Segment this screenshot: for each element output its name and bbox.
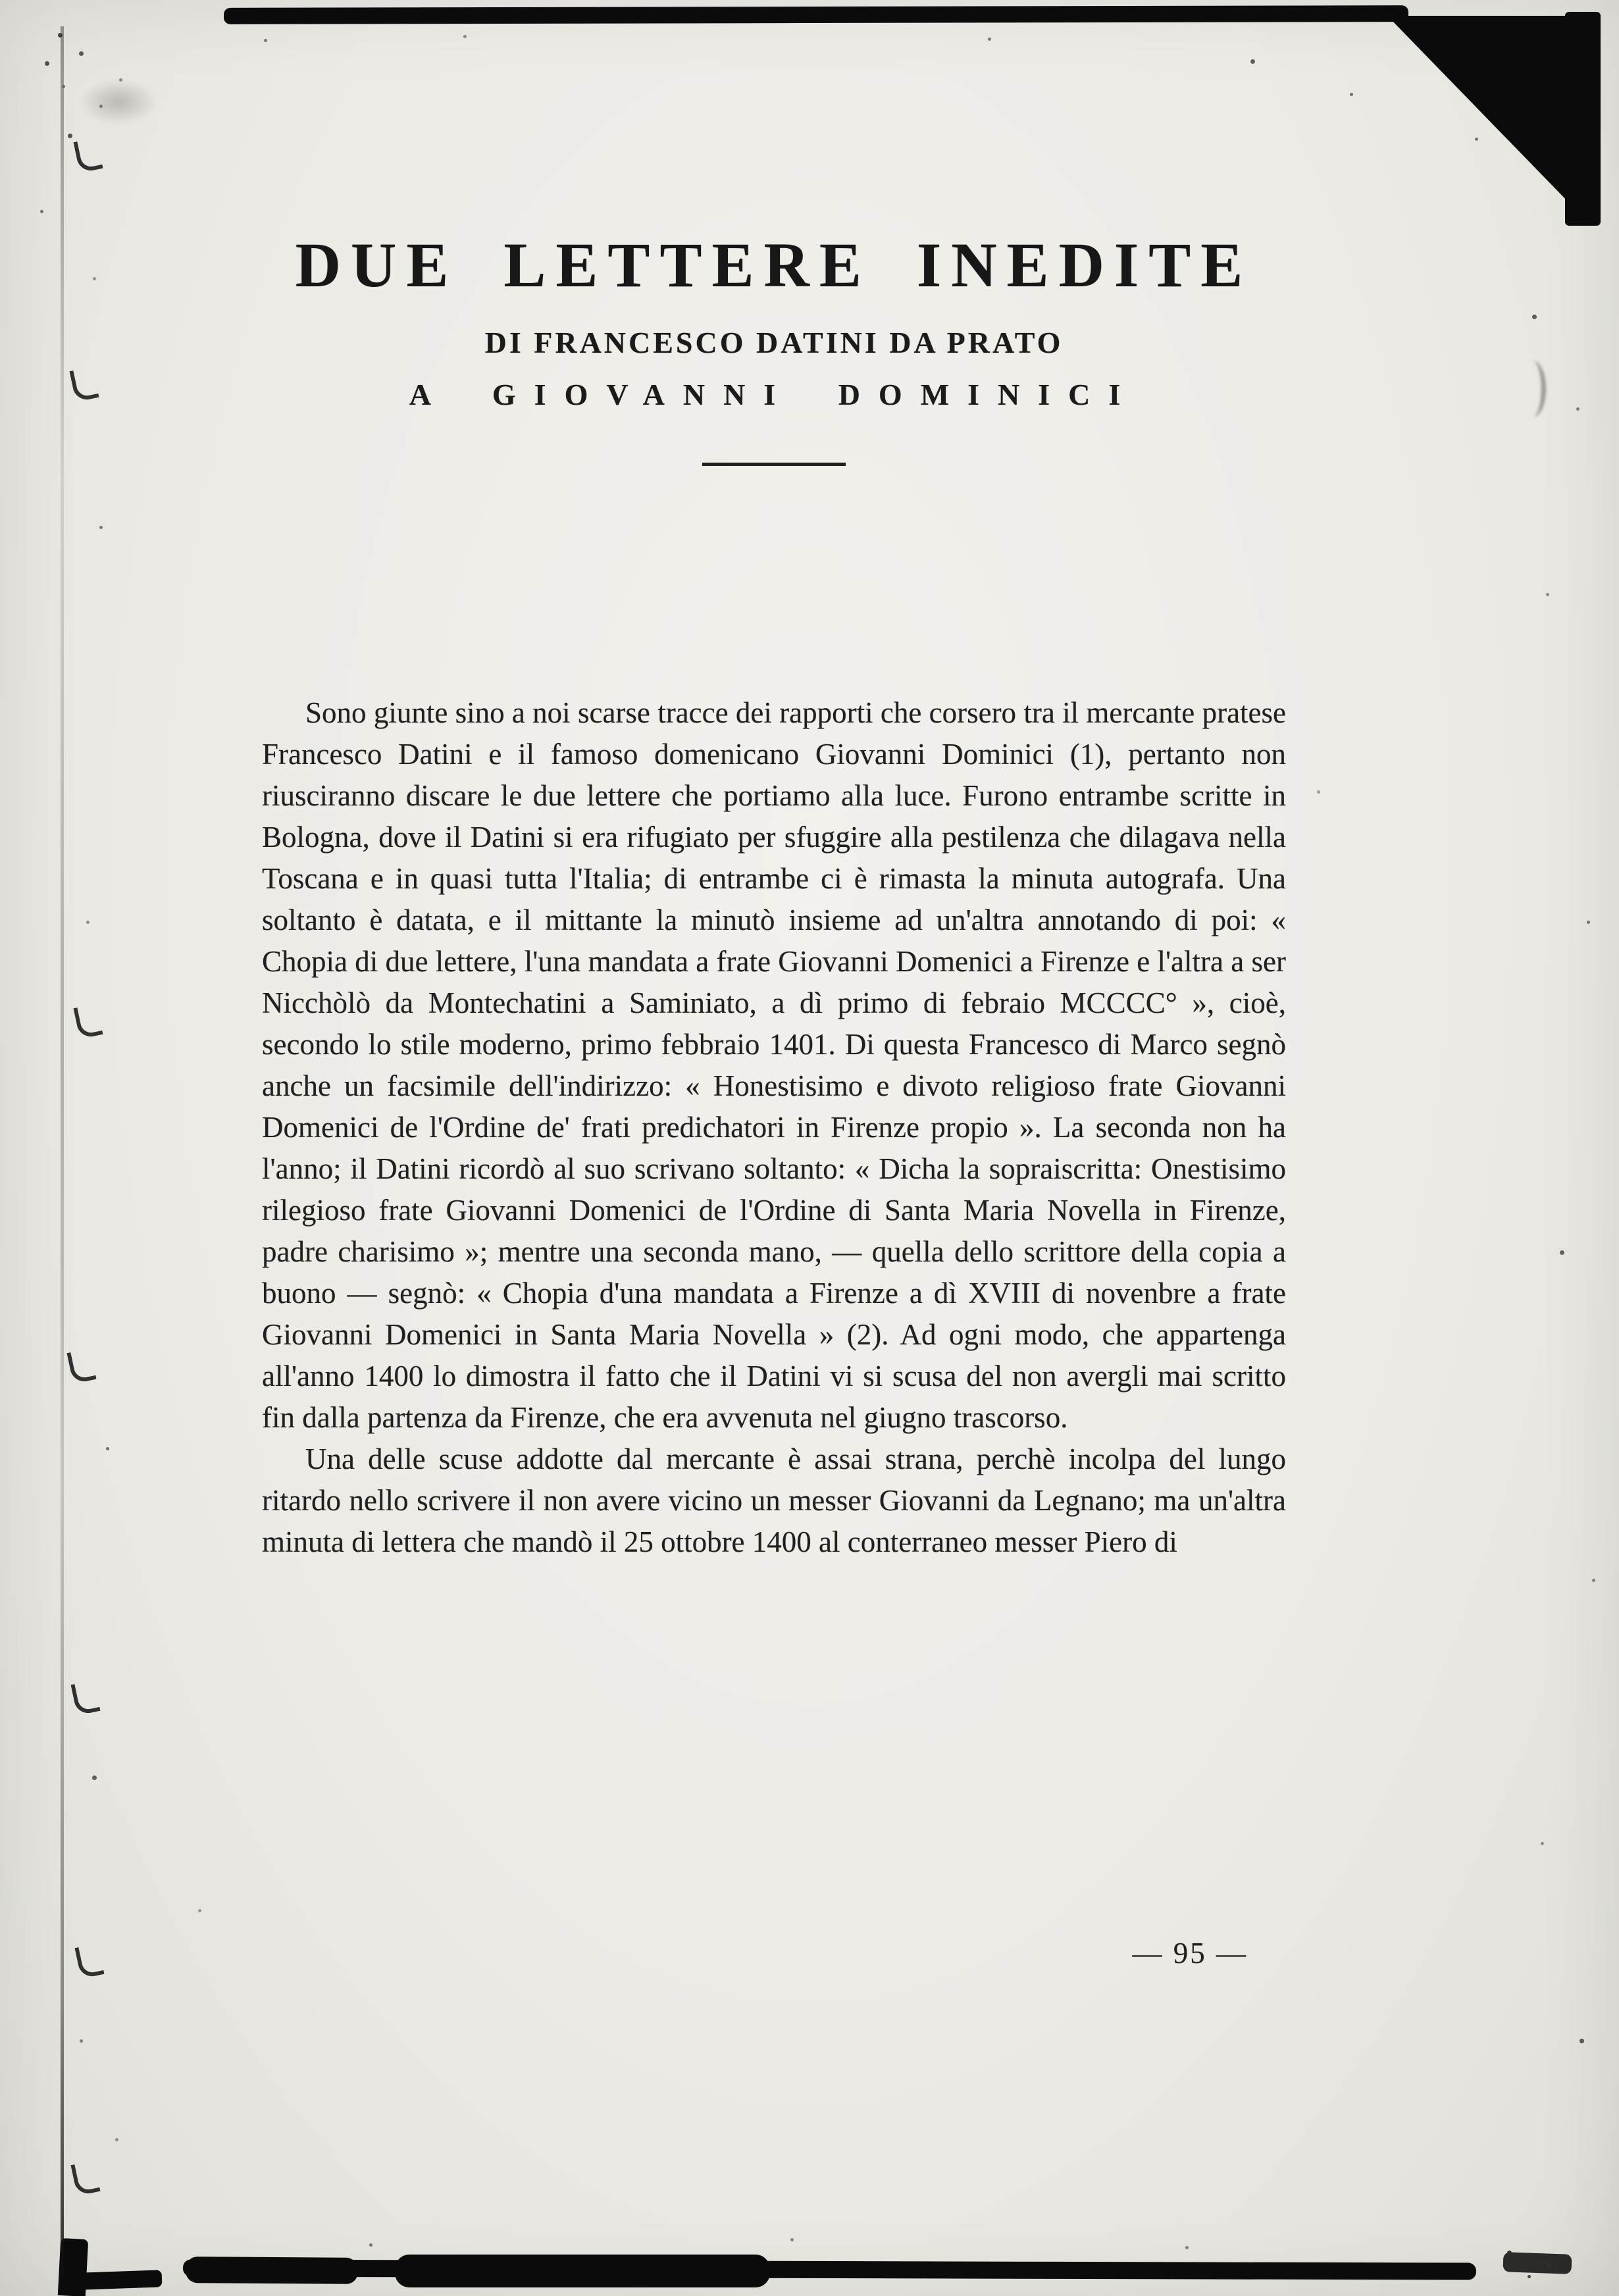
title-divider-rule: [702, 463, 846, 466]
scan-edge-bottom-blob: [395, 2255, 770, 2287]
article-subtitle-recipient: A GIOVANNI DOMINICI: [409, 378, 1139, 412]
binding-stitch-mark: [70, 2160, 100, 2196]
binding-stitch-mark: [70, 1680, 100, 1716]
page-content: [262, 0, 1286, 1970]
scan-edge-bottom-blob: [186, 2257, 358, 2284]
scan-smudge: [79, 79, 158, 125]
binding-stitch-mark: [73, 138, 103, 173]
article-subtitle-author: DI FRANCESCO DATINI DA PRATO: [484, 326, 1064, 359]
binding-stitch-mark: [74, 1943, 104, 1979]
binding-stitch-mark: [66, 1348, 96, 1384]
scan-noise-blob: [1503, 2252, 1572, 2274]
article-body: [262, 692, 1286, 1563]
scan-edge-bottom-bar: [183, 2259, 1476, 2280]
scan-corner-shadow: [1387, 16, 1569, 203]
page-number: — 95 —: [1132, 1937, 1248, 1970]
scan-edge-right-band: [1565, 12, 1601, 226]
binding-stitch-mark: [69, 367, 99, 402]
scan-corner-mark: [63, 2270, 163, 2290]
article-title: DUE LETTERE INEDITE: [295, 230, 1253, 300]
body-paragraph-2: Una delle scuse addotte dal mercante è assai strana, perchè incolpa del lungo ritardo nello scrivere il non avere vicino un messer Giovanni da Legnano; ma un'altra minuta di lettera che mandò il 25 ottobre 1400 al conterraneo messer Piero di: [262, 1442, 1286, 1559]
binding-crease-line: [61, 26, 64, 2277]
body-paragraph-1: Sono giunte sino a noi scarse tracce dei rapporti che corsero tra il mercante pratese Francesco Datini e il famoso domenicano Giovanni Dominici (1), pertanto non riusciranno discare le due lettere che portiamo alla luce. Furono entrambe scritte in Bologna, dove il Datini si era rifugiato per sfuggire alla pestilenza che dilagava nella Toscana e in quasi tutta l'Italia; di entrambe ci è rimasta la minuta autografa. Una soltanto è datata, e il mittante la minutò insieme ad un'altra annotando di poi: « Chopia di due lettere, l'una mandata a frate Giovanni Domenici a Firenze e l'altra a ser Nicchòlò da Montechatini a Saminiato, a dì primo di febraio MCCCC° », cioè, secondo lo stile moderno, primo febbraio 1401. Di questa Francesco di Marco segnò anche un facsimile dell'indirizzo: « Honestisimo e divoto religioso frate Giovanni Domenici de l'Ordine de' frati predichatori in Firenze propio ». La seconda non ha l'anno; il Datini ricordò al suo scrivano soltanto: « Dicha la sopraiscritta: Onestisimo rilegioso frate Giovanni Domenici de l'Ordine di Santa Maria Novella in Firenze, padre charisimo »; mentre una seconda mano, — quella dello scrittore della copia a buono — segnò: « Chopia d'una mandata a Firenze a dì XVIII di novenbre a frate Giovanni Domenici in Santa Maria Novella » (2). Ad ogni modo, che appartenga all'anno 1400 lo dimostra il fatto che il Datini vi si scusa del non avergli mai scritto fin dalla partenza da Firenze, che era avvenuta nel giugno trascorso.: [262, 696, 1286, 1435]
binding-stitch-mark: [73, 1004, 103, 1039]
scan-noise-specks: [0, 0, 2, 2]
scan-smudge: [1519, 361, 1546, 417]
